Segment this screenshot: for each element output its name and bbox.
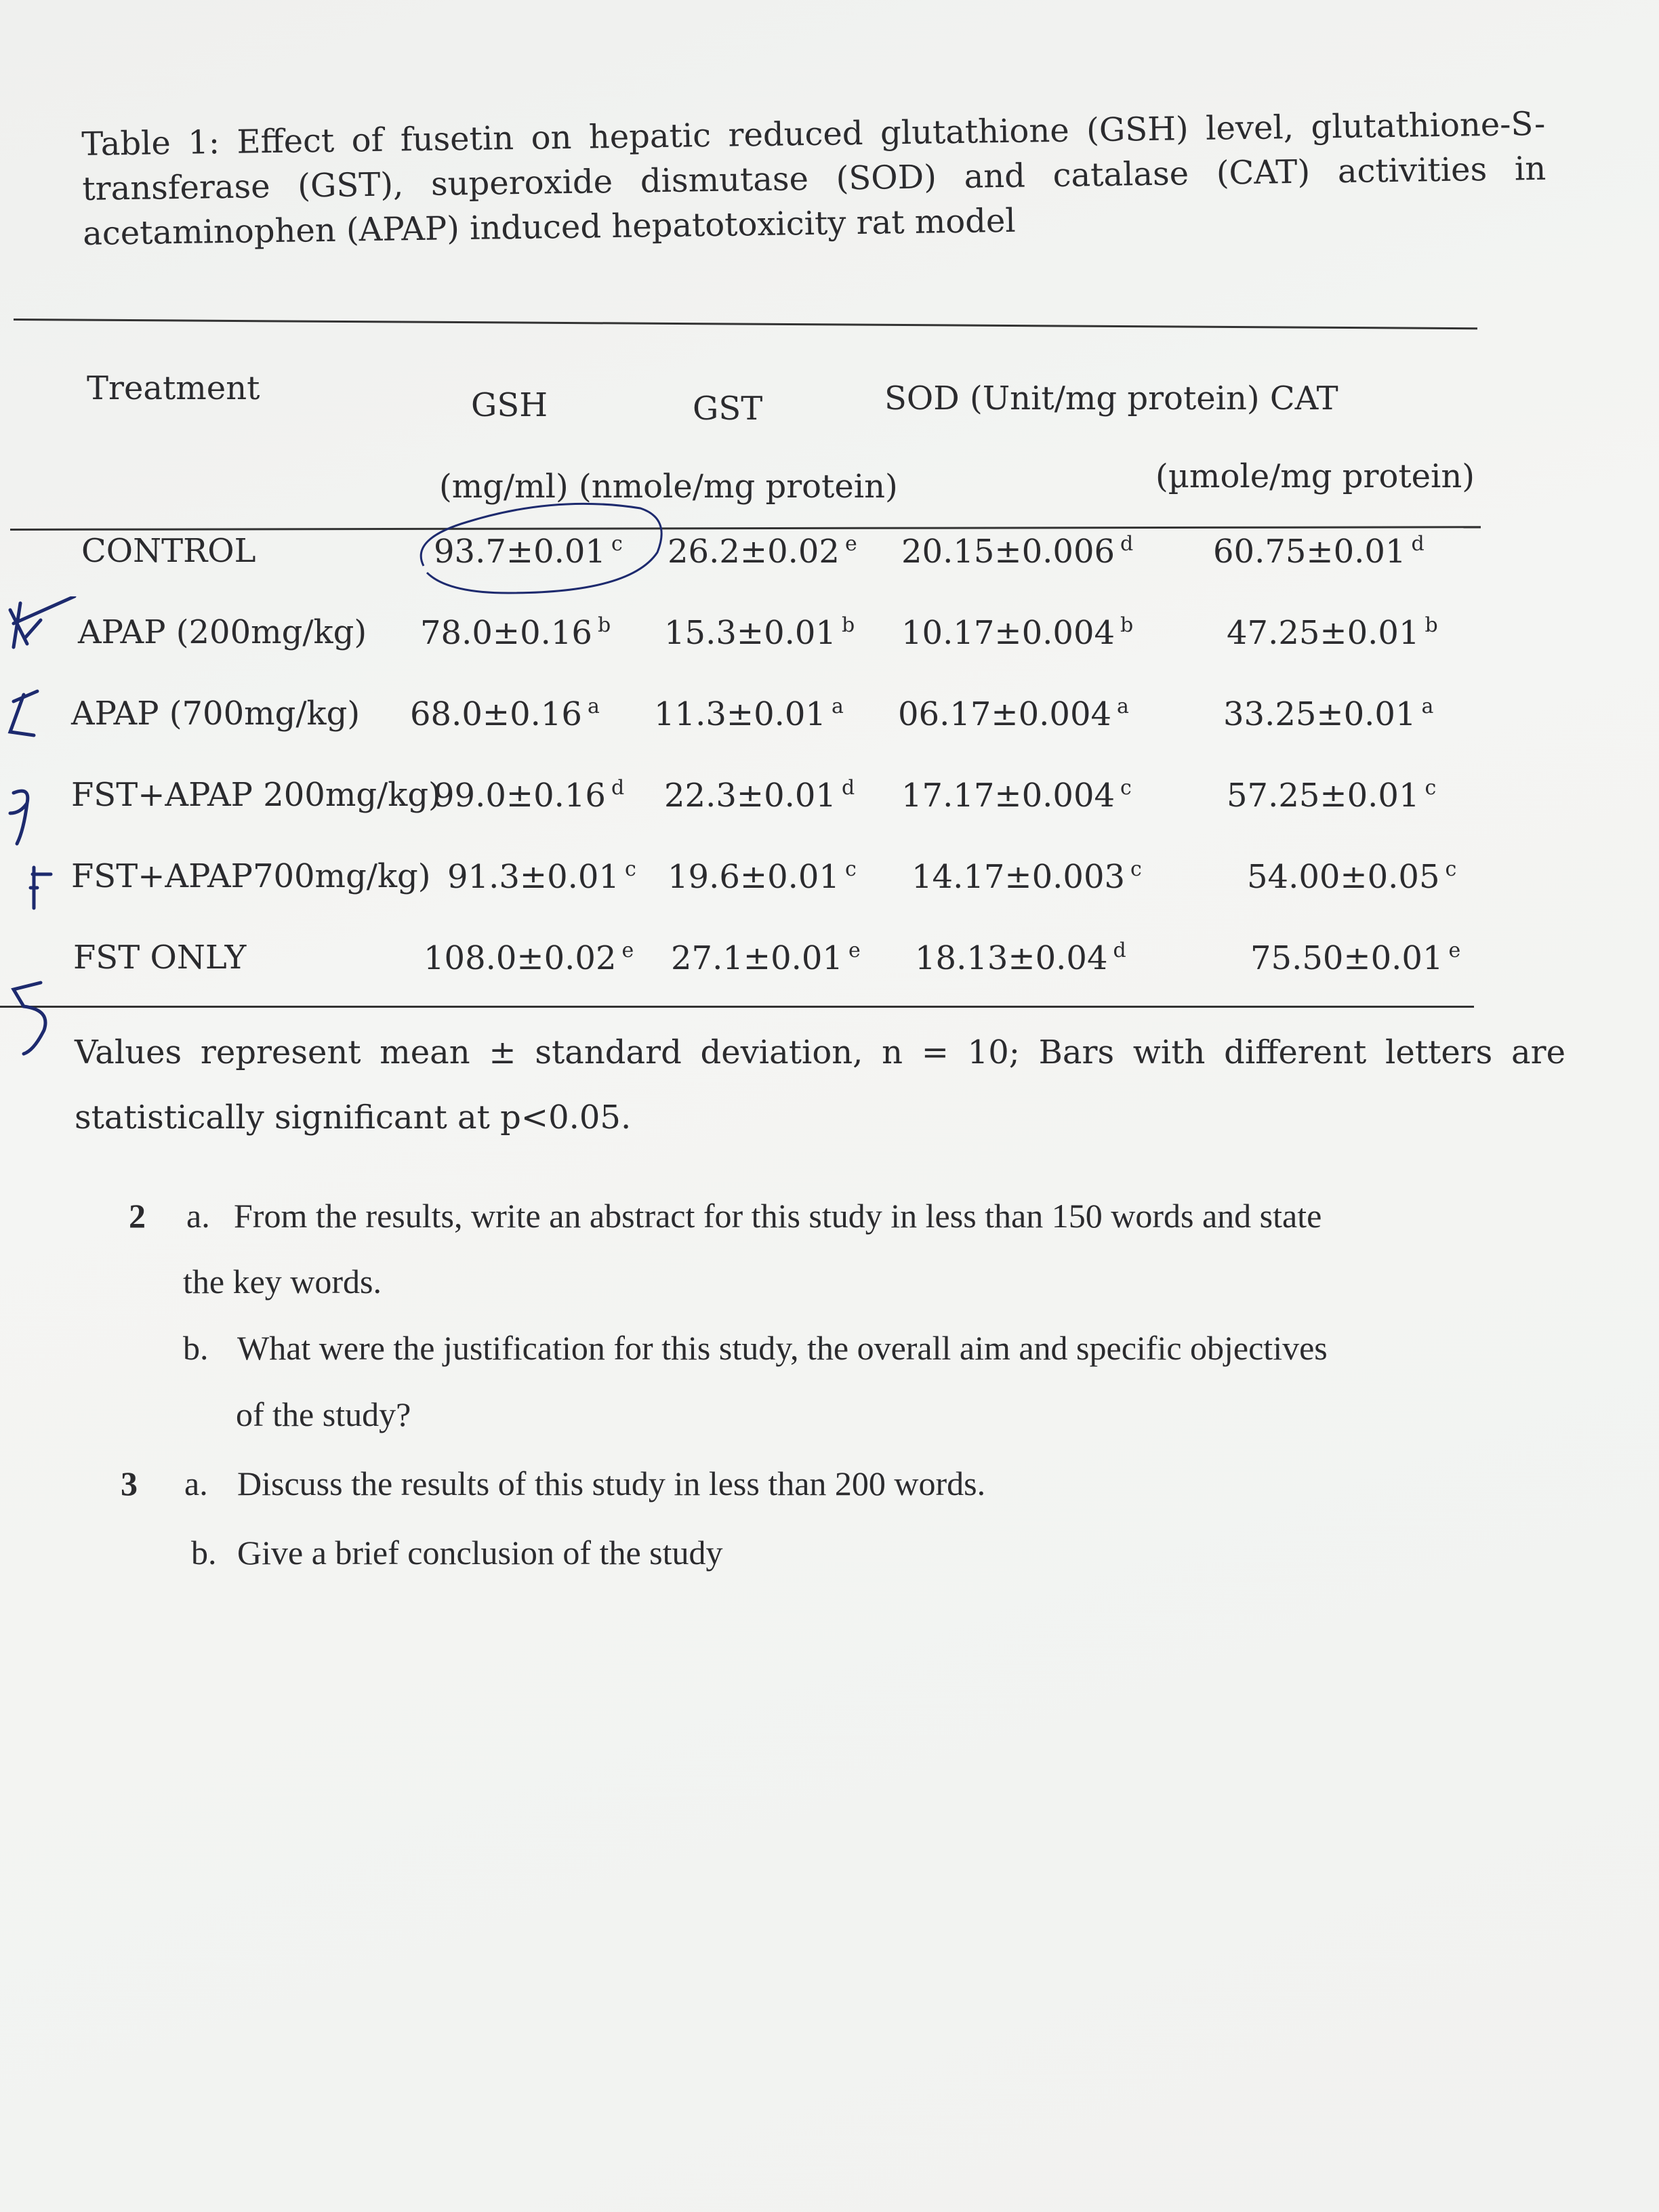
cell-cat-significance-letter: a xyxy=(1421,695,1434,718)
table-row xyxy=(0,939,1659,993)
cell-cat-value: 60.75±0.01 xyxy=(1213,533,1406,571)
cell-gsh xyxy=(410,695,600,733)
cell-cat xyxy=(1227,613,1438,652)
handwritten-mark-3 xyxy=(10,791,28,844)
cell-gsh-value: 91.3±0.01 xyxy=(447,858,619,896)
question-2-number: 2 xyxy=(129,1197,146,1235)
cell-gst-significance-letter: e xyxy=(848,939,861,962)
handwritten-mark-2 xyxy=(10,691,37,735)
cell-gst xyxy=(668,532,857,571)
cell-sod-value: 18.13±0.04 xyxy=(915,939,1108,977)
question-2b-letter: b. xyxy=(183,1329,209,1367)
cell-gst-value: 27.1±0.01 xyxy=(671,939,843,977)
cell-cat-significance-letter: c xyxy=(1425,776,1437,800)
cell-gsh-value: 78.0±0.16 xyxy=(420,614,592,652)
cell-sod xyxy=(898,695,1129,733)
cell-gst-significance-letter: c xyxy=(844,857,857,881)
header-gst: GST xyxy=(693,390,763,428)
cell-gsh-value: 93.7±0.01 xyxy=(434,533,606,571)
cell-cat xyxy=(1250,939,1460,977)
cell-treatment-value: FST ONLY xyxy=(73,939,247,977)
handwritten-circle xyxy=(407,491,678,607)
cell-sod-significance-letter: b xyxy=(1120,613,1134,637)
cell-cat-significance-letter: e xyxy=(1448,939,1461,962)
cell-gsh-significance-letter: d xyxy=(611,776,625,800)
table-caption: Table 1: Effect of fusetin on hepatic reduced glutathione (GSH) level, glutathione-S-transferase (GST), superoxide dismutase (SOD) and catalase (CAT) activities in acetaminophen (APAP) induced hepatotoxicity rat model xyxy=(81,104,1547,253)
cell-gsh xyxy=(420,613,611,652)
cell-treatment xyxy=(71,857,431,895)
cell-sod xyxy=(915,939,1126,977)
cell-gst-significance-letter: a xyxy=(831,695,844,718)
cell-sod-value: 14.17±0.003 xyxy=(912,858,1126,896)
table-row xyxy=(0,532,1659,586)
table-row xyxy=(0,857,1659,912)
cell-sod xyxy=(901,776,1132,815)
cell-treatment xyxy=(81,532,255,570)
cell-gst xyxy=(668,857,857,896)
cell-treatment xyxy=(71,776,441,814)
cell-gsh-significance-letter: a xyxy=(587,695,600,718)
table-row xyxy=(0,776,1659,830)
cell-gst-significance-letter: b xyxy=(841,613,855,637)
cell-gst-value: 11.3±0.01 xyxy=(654,695,826,733)
cell-sod-value: 10.17±0.004 xyxy=(901,614,1115,652)
question-2a-text-cont: the key words. xyxy=(183,1263,382,1300)
cell-cat-value: 33.25±0.01 xyxy=(1223,695,1416,733)
cell-sod-value: 20.15±0.006 xyxy=(901,533,1115,571)
cell-gst-value: 22.3±0.01 xyxy=(664,777,836,815)
cell-gst xyxy=(654,695,844,733)
table-row xyxy=(0,695,1659,749)
cell-cat-value: 47.25±0.01 xyxy=(1227,614,1420,652)
cell-cat-significance-letter: c xyxy=(1445,857,1457,881)
question-3a-letter: a. xyxy=(184,1465,208,1502)
cell-cat xyxy=(1213,532,1425,571)
question-2a-text: From the results, write an abstract for this study in less than 150 words and state xyxy=(234,1197,1322,1235)
question-3a-text: Discuss the results of this study in less than 200 words. xyxy=(237,1465,986,1502)
cell-gsh-significance-letter: b xyxy=(597,613,611,637)
cell-sod-significance-letter: d xyxy=(1120,532,1134,556)
cell-treatment-value: APAP (700mg/kg) xyxy=(71,695,361,733)
cell-treatment xyxy=(78,613,367,651)
question-2a-letter: a. xyxy=(186,1197,210,1235)
cell-cat-value: 54.00±0.05 xyxy=(1247,858,1440,896)
header-sod-cat: SOD (Unit/mg protein) CAT xyxy=(884,380,1338,417)
handwritten-mark-1 xyxy=(10,596,75,647)
question-3b-letter: b. xyxy=(191,1534,217,1572)
cell-gst-value: 15.3±0.01 xyxy=(664,614,836,652)
cell-cat xyxy=(1247,857,1456,896)
cell-treatment-value: FST+APAP 200mg/kg) xyxy=(71,776,441,814)
cell-sod xyxy=(901,613,1133,652)
header-units-cat: (µmole/mg protein) xyxy=(1155,457,1475,495)
handwritten-mark-4 xyxy=(30,867,51,908)
cell-treatment-value: CONTROL xyxy=(81,532,256,570)
cell-gst xyxy=(664,613,855,652)
cell-treatment-value: FST+APAP700mg/kg) xyxy=(71,857,431,895)
cell-gst-significance-letter: d xyxy=(841,776,855,800)
cell-cat-significance-letter: b xyxy=(1425,613,1438,637)
cell-cat-significance-letter: d xyxy=(1411,532,1425,556)
question-2b-text-cont: of the study? xyxy=(236,1395,411,1433)
question-2b-text: What were the justification for this study, the overall aim and specific objectives xyxy=(237,1329,1328,1367)
cell-cat-value: 75.50±0.01 xyxy=(1250,939,1443,977)
cell-sod xyxy=(901,532,1133,571)
table-top-rule xyxy=(14,319,1477,329)
cell-treatment-value: APAP (200mg/kg) xyxy=(78,613,367,651)
cell-gsh xyxy=(434,776,624,815)
cell-sod-significance-letter: a xyxy=(1117,695,1129,718)
header-units-gsh-gst: (mg/ml) (nmole/mg protein) xyxy=(439,468,898,506)
cell-sod-value: 06.17±0.004 xyxy=(898,695,1112,733)
cell-gst-value: 26.2±0.02 xyxy=(668,533,840,571)
cell-cat-value: 57.25±0.01 xyxy=(1227,777,1420,815)
table-header-rule xyxy=(10,526,1481,531)
question-3b-text: Give a brief conclusion of the study xyxy=(237,1534,723,1572)
handwritten-mark-5 xyxy=(14,983,45,1054)
footnote-line-2: statistically significant at p<0.05. xyxy=(75,1099,632,1136)
table-row xyxy=(0,613,1659,668)
cell-gst-value: 19.6±0.01 xyxy=(668,858,840,896)
header-treatment: Treatment xyxy=(87,369,260,407)
table-footnote xyxy=(75,1020,1565,1150)
cell-sod-significance-letter: d xyxy=(1113,939,1126,962)
cell-gst-significance-letter: e xyxy=(844,532,857,556)
cell-gsh-significance-letter: c xyxy=(624,857,636,881)
cell-gsh-value: 99.0±0.16 xyxy=(434,777,606,815)
cell-sod xyxy=(912,857,1142,896)
handwritten-annotations xyxy=(0,596,95,1071)
footnote-line-1: Values represent mean ± standard deviation, n = 10; Bars with different letters are xyxy=(75,1033,1565,1071)
cell-treatment xyxy=(73,939,246,977)
cell-sod-significance-letter: c xyxy=(1120,776,1132,800)
cell-gst xyxy=(664,776,855,815)
table-bottom-rule xyxy=(0,1006,1474,1008)
cell-gst xyxy=(671,939,861,977)
cell-gsh-significance-letter: e xyxy=(621,939,634,962)
cell-sod-significance-letter: c xyxy=(1130,857,1142,881)
cell-gsh-value: 68.0±0.16 xyxy=(410,695,582,733)
cell-gsh xyxy=(424,939,634,977)
cell-gsh-value: 108.0±0.02 xyxy=(424,939,617,977)
header-gsh: GSH xyxy=(471,386,548,424)
question-3-number: 3 xyxy=(121,1465,138,1502)
cell-gsh-significance-letter: c xyxy=(611,532,623,556)
cell-cat xyxy=(1223,695,1433,733)
cell-cat xyxy=(1227,776,1436,815)
cell-treatment xyxy=(71,695,360,733)
cell-sod-value: 17.17±0.004 xyxy=(901,777,1115,815)
cell-gsh xyxy=(447,857,636,896)
